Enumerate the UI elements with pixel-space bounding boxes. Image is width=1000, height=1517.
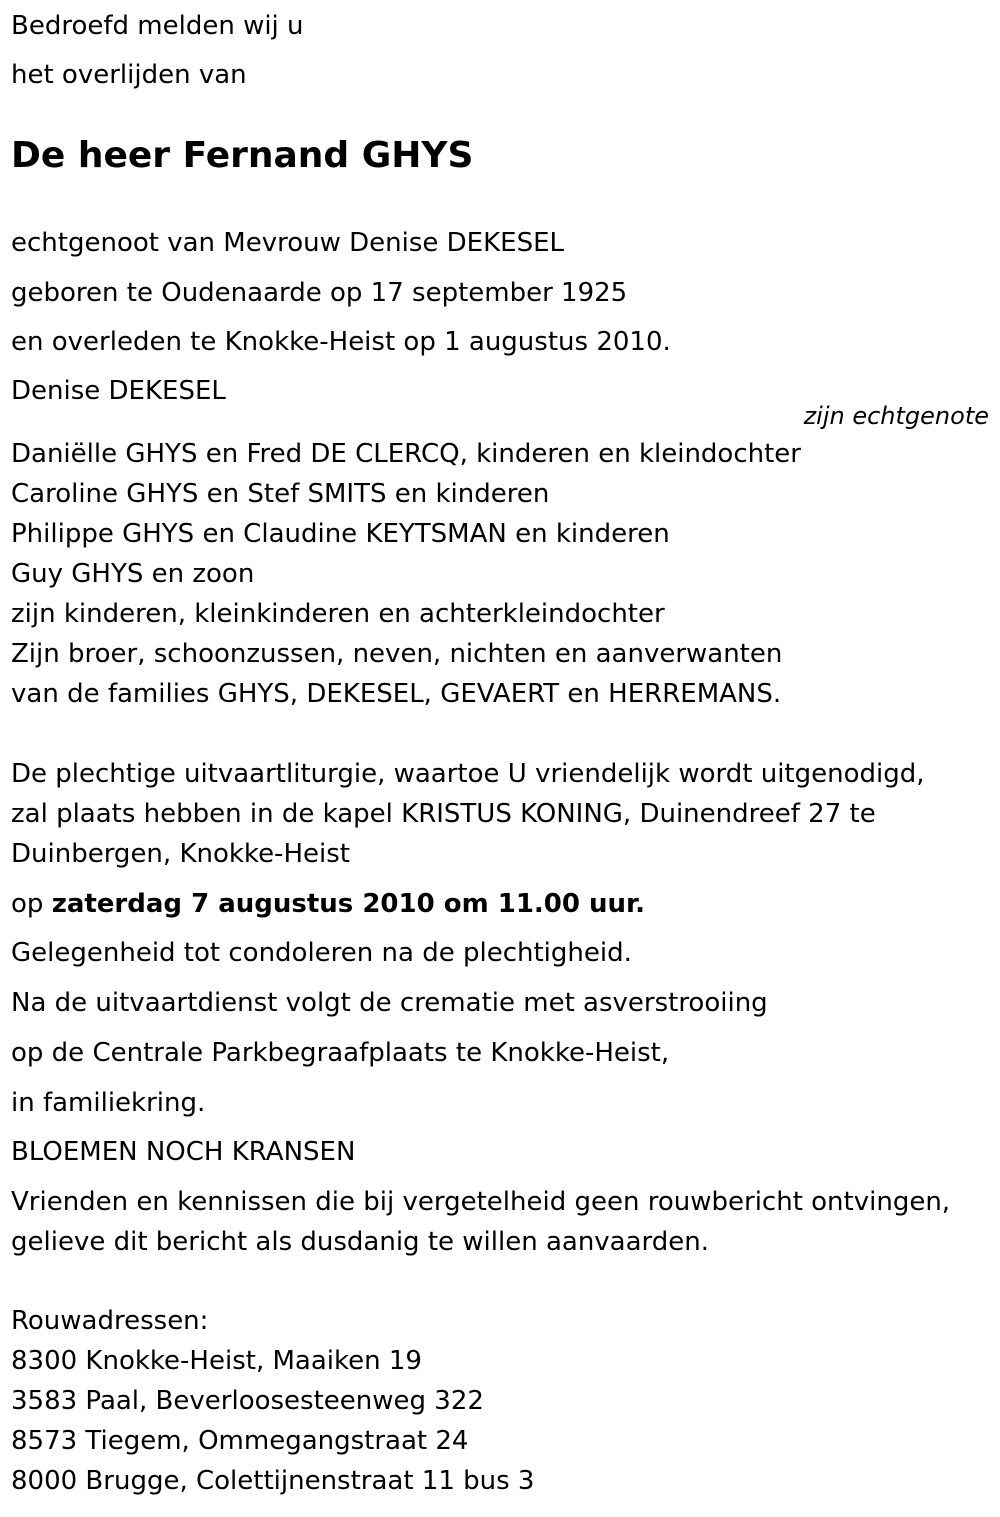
- birth-line: geboren te Oudenaarde op 17 september 1925: [11, 278, 628, 308]
- note-line: Na de uitvaartdienst volgt de crematie met asverstrooiing: [11, 988, 768, 1018]
- address-line: 3583 Paal, Beverloosesteenweg 322: [11, 1386, 484, 1416]
- spouse-name: Denise DEKESEL: [11, 376, 226, 406]
- family-line: Guy GHYS en zoon: [11, 559, 255, 589]
- note-line: BLOEMEN NOCH KRANSEN: [11, 1137, 356, 1167]
- intro-line-1: Bedroefd melden wij u: [11, 11, 304, 41]
- note-line: op de Centrale Parkbegraafplaats te Knokke-Heist,: [11, 1038, 670, 1068]
- closing-line: gelieve dit bericht als dusdanig te willen aanvaarden.: [11, 1227, 710, 1257]
- ceremony-date-line: [11, 889, 645, 919]
- spouse-line: echtgenoot van Mevrouw Denise DEKESEL: [11, 228, 564, 258]
- intro-line-2: het overlijden van: [11, 60, 247, 90]
- note-line: in familiekring.: [11, 1088, 206, 1118]
- family-line: Daniëlle GHYS en Fred DE CLERCQ, kinderen en kleindochter: [11, 439, 801, 469]
- death-line: en overleden te Knokke-Heist op 1 augustus 2010.: [11, 327, 671, 357]
- closing-line: Vrienden en kennissen die bij vergetelheid geen rouwbericht ontvingen,: [11, 1187, 951, 1217]
- family-line: zijn kinderen, kleinkinderen en achterkleindochter: [11, 599, 665, 629]
- ceremony-line: zal plaats hebben in de kapel KRISTUS KONING, Duinendreef 27 te: [11, 799, 876, 829]
- family-line: van de families GHYS, DEKESEL, GEVAERT en HERREMANS.: [11, 679, 782, 709]
- family-line: Caroline GHYS en Stef SMITS en kinderen: [11, 479, 550, 509]
- ceremony-date: zaterdag 7 augustus 2010 om 11.00 uur.: [51, 889, 646, 919]
- ceremony-date-prefix: op: [11, 889, 52, 919]
- note-line: Gelegenheid tot condoleren na de plechtigheid.: [11, 938, 632, 968]
- ceremony-line: De plechtige uitvaartliturgie, waartoe U vriendelijk wordt uitgenodigd,: [11, 759, 925, 789]
- ceremony-line: Duinbergen, Knokke-Heist: [11, 839, 350, 869]
- address-line: 8000 Brugge, Colettijnenstraat 11 bus 3: [11, 1466, 535, 1496]
- address-line: 8573 Tiegem, Ommegangstraat 24: [11, 1426, 469, 1456]
- addresses-label: Rouwadressen:: [11, 1306, 209, 1336]
- spouse-role: zijn echtgenote: [803, 402, 989, 430]
- address-line: 8300 Knokke-Heist, Maaiken 19: [11, 1346, 422, 1376]
- deceased-name: De heer Fernand GHYS: [11, 135, 474, 176]
- family-line: Zijn broer, schoonzussen, neven, nichten en aanverwanten: [11, 639, 783, 669]
- family-line: Philippe GHYS en Claudine KEYTSMAN en kinderen: [11, 519, 670, 549]
